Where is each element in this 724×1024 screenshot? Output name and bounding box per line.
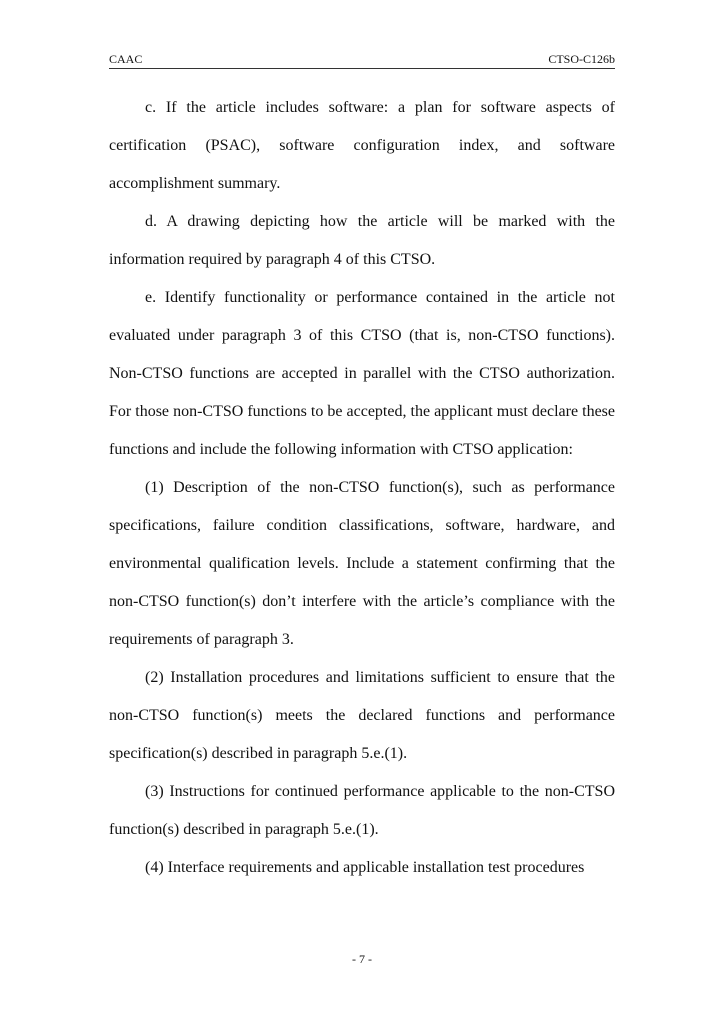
- paragraph-e: e. Identify functionality or performance contained in the article not evaluated under paragraph 3 of this CTSO (that is, non-CTSO functions). Non-CTSO functions are accepted in parallel with the CTSO authorization. For those non-CTSO functions to be accepted, the applicant must declare these functions and include the following information with CTSO application:: [109, 289, 615, 458]
- paragraph-e-4: (4) Interface requirements and applicable installation test procedures: [145, 859, 585, 876]
- page-header: [109, 52, 615, 69]
- document-body: [109, 89, 615, 887]
- paragraph-e-1: (1) Description of the non-CTSO function(s), such as performance specifications, failure condition classifications, software, hardware, and environmental qualification levels. Include a statement confirming that the non-CTSO function(s) don’t interfere with the article’s compliance with the requirements of paragraph 3.: [109, 479, 615, 648]
- header-org: CAAC: [109, 52, 143, 66]
- paragraph-e-2: (2) Installation procedures and limitations sufficient to ensure that the non-CTSO function(s) meets the declared functions and performance specification(s) described in paragraph 5.e.(1).: [109, 669, 615, 762]
- paragraph-e-3: (3) Instructions for continued performance applicable to the non-CTSO function(s) described in paragraph 5.e.(1).: [109, 783, 615, 838]
- header-doc-id: CTSO-C126b: [548, 52, 615, 66]
- paragraph-d: d. A drawing depicting how the article will be marked with the information required by paragraph 4 of this CTSO.: [109, 213, 615, 268]
- paragraph-c: c. If the article includes software: a plan for software aspects of certification (PSAC), software configuration index, and software accomplishment summary.: [109, 99, 615, 192]
- page-number: - 7 -: [352, 952, 372, 966]
